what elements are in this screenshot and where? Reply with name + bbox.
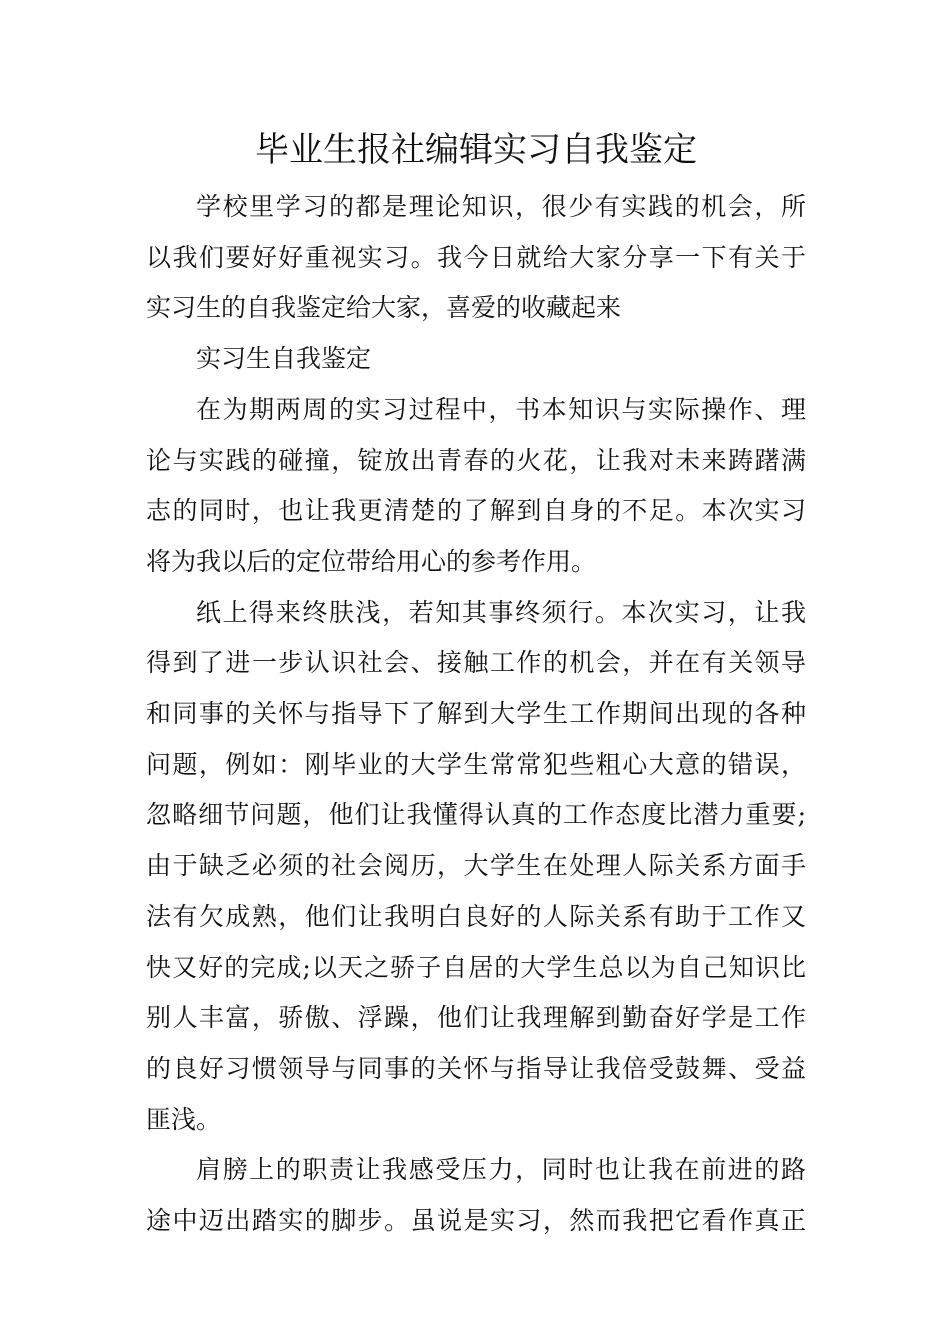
text-line: 别人丰富，骄傲、浮躁，他们让我理解到勤奋好学是工作 xyxy=(146,1003,806,1033)
text-line: 纸上得来终肤浅，若知其事终须行。本次实习，让我 xyxy=(196,597,806,627)
text-line: 将为我以后的定位带给用心的参考作用。 xyxy=(146,546,597,576)
text-line: 学校里学习的都是理论知识，很少有实践的机会，所 xyxy=(196,192,806,221)
text-line: 肩膀上的职责让我感受压力，同时也让我在前进的路 xyxy=(196,1155,806,1185)
intro-paragraph xyxy=(146,182,806,334)
text-line: 论与实践的碰撞，锭放出青春的火花，让我对未来踌躇满 xyxy=(146,445,806,475)
text-line: 的良好习惯领导与同事的关怀与指导让我倍受鼓舞、受益 xyxy=(146,1053,806,1083)
text-line: 由于缺乏必须的社会阅历，大学生在处理人际关系方面手 xyxy=(146,851,806,881)
text-line: 途中迈出踏实的脚步。虽说是实习，然而我把它看作真正 xyxy=(146,1206,806,1236)
document-page xyxy=(146,118,806,1247)
text-line: 和同事的关怀与指导下了解到大学生工作期间出现的各种 xyxy=(146,699,806,729)
section-heading xyxy=(146,334,806,385)
text-line: 匪浅。 xyxy=(146,1104,222,1134)
text-line: 志的同时，也让我更清楚的了解到自身的不足。本次实习 xyxy=(146,496,806,526)
text-line: 忽略细节问题，他们让我懂得认真的工作态度比潜力重要; xyxy=(146,800,806,830)
text-line: 实习生的自我鉴定给大家，喜爱的收藏起来 xyxy=(146,293,622,323)
text-line: 法有欠成熟，他们让我明白良好的人际关系有助于工作又 xyxy=(146,901,806,931)
body-paragraph xyxy=(146,588,806,1146)
document-title: 毕业生报社编辑实习自我鉴定 xyxy=(255,130,697,170)
text-line: 快又好的完成;以天之骄子自居的大学生总以为自己知识比 xyxy=(146,952,806,982)
text-line: 问题，例如：刚毕业的大学生常常犯些粗心大意的错误， xyxy=(146,749,806,779)
text-line: 以我们要好好重视实习。我今日就给大家分享一下有关于 xyxy=(146,242,806,272)
text-line: 得到了进一步认识社会、接触工作的机会，并在有关领导 xyxy=(146,648,806,678)
body-paragraph xyxy=(146,385,806,588)
text-line: 实习生自我鉴定 xyxy=(196,344,372,374)
text-line: 在为期两周的实习过程中，书本知识与实际操作、理 xyxy=(196,394,806,424)
body-paragraph xyxy=(146,1145,806,1246)
